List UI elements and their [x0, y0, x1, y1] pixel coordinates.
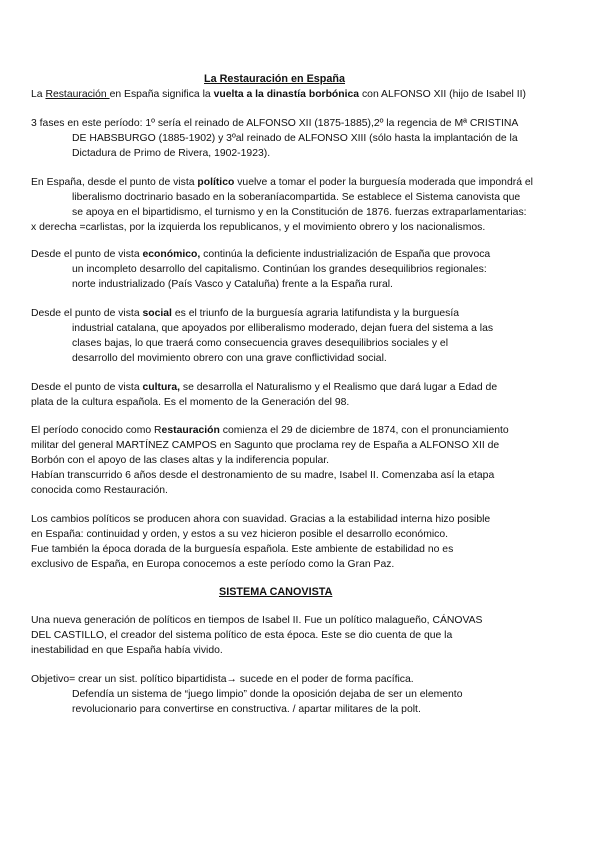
- politico-bold: político: [197, 177, 235, 188]
- intro-end: con ALFONSO XII (hijo de Isabel II): [359, 89, 526, 100]
- periodo-line-3: Borbón con el apoyo de las clases altas y la indiferencia popular.: [31, 455, 330, 466]
- fases-line-3: Dictadura de Primo de Rivera, 1902-1923).: [72, 148, 271, 159]
- objetivo-line-3: revolucionario para convertirse en constructiva. / apartar militares de la polt.: [72, 704, 421, 715]
- cultura-line-2: plata de la cultura española. Es el momento de la Generación del 98.: [31, 397, 350, 408]
- periodo-l1c: comienza el 29 de diciembre de 1874, con el pronunciamiento: [219, 425, 509, 436]
- economico-line-1: [31, 248, 490, 261]
- cambios-line-2: en España: continuidad y orden, y estos a su vez hicieron posible el desarrollo económico.: [31, 529, 449, 540]
- generacion-line-2: DEL CASTILLO, el creador del sistema político de esta época. Este se dio cuenta de que la: [31, 630, 453, 641]
- social-line-4: desarrollo del movimiento obrero con una grave conflictividad social.: [72, 353, 387, 364]
- generacion-line-3: inestabilidad en que España había vivido.: [31, 645, 223, 656]
- politico-l1c: vuelve a tomar el poder la burguesía moderada que impondrá el: [234, 177, 533, 188]
- generacion-line-1: Una nueva generación de políticos en tiempos de Isabel II. Fue un político malagueño, CÁNOVAS: [31, 615, 483, 626]
- cambios-line-4: exclusivo de España, en Europa conocemos a este período como la Gran Paz.: [31, 559, 395, 570]
- economico-l1c: continúa la deficiente industrialización de España que provoca: [200, 249, 491, 260]
- periodo-l1a: El período conocido como R: [31, 425, 162, 436]
- cultura-bold: cultura,: [142, 382, 181, 393]
- objetivo-line-2: Defendía un sistema de “juego limpio” donde la oposición dejaba de ser un elemento: [72, 689, 463, 700]
- politico-line-3: se apoya en el bipartidismo, el turnismo y en la Constitución de 1876. fuerzas extraparlamentarias:: [72, 207, 527, 218]
- social-line-2: industrial catalana, que apoyados por elliberalismo moderado, dejan fuera del sistema a las: [72, 323, 494, 334]
- social-line-1: [31, 307, 459, 320]
- economico-line-3: norte industrializado (País Vasco y Cataluña) frente a la España rural.: [72, 279, 393, 290]
- objetivo-line-1: Objetivo= crear un sist. político bipartidista→ sucede en el poder de forma pacífica.: [31, 674, 414, 685]
- periodo-line-2: militar del general MARTÍNEZ CAMPOS en Sagunto que proclama rey de España a ALFONSO XII de: [31, 440, 500, 451]
- periodo-bold: estauración: [161, 425, 220, 436]
- intro-mid: en España significa la: [109, 89, 214, 100]
- intro-bold: vuelta a la dinastía borbónica: [213, 89, 360, 100]
- intro-line: [31, 88, 526, 101]
- intro-la: La: [31, 89, 46, 100]
- social-l1a: Desde el punto de vista: [31, 308, 143, 319]
- cambios-line-1: Los cambios políticos se producen ahora con suavidad. Gracias a la estabilidad interna hizo posible: [31, 514, 491, 525]
- politico-line-4: x derecha =carlistas, por la izquierda los republicanos, y el movimiento obrero y los nacionalismos.: [31, 222, 486, 233]
- social-bold: social: [142, 308, 172, 319]
- politico-line-1: [31, 176, 533, 189]
- periodo-line-5: conocida como Restauración.: [31, 485, 168, 496]
- politico-line-2: liberalismo doctrinario basado en la soberaníacompartida. Se establece el Sistema canovista que: [72, 192, 521, 203]
- social-l1c: es el triunfo de la burguesía agraria latifundista y la burguesía: [171, 308, 460, 319]
- economico-line-2: un incompleto desarrollo del capitalismo. Continúan los grandes desequilibrios regionales:: [72, 264, 487, 275]
- cultura-line-1: [31, 381, 497, 394]
- cultura-l1c: se desarrolla el Naturalismo y el Realismo que dará lugar a Edad de: [180, 382, 498, 393]
- social-line-3: clases bajas, lo que traerá como consecuencia graves desequilibrios sociales y el: [72, 338, 448, 349]
- politico-l1a: En España, desde el punto de vista: [31, 177, 198, 188]
- cambios-line-3: Fue también la época dorada de la burguesía española. Este ambiente de estabilidad no es: [31, 544, 454, 555]
- fases-line-1: 3 fases en este período: 1º sería el reinado de ALFONSO XII (1875-1885),2º la regencia de Mª CRISTINA: [31, 118, 519, 129]
- periodo-line-4: Habían transcurrido 6 años desde el destronamiento de su madre, Isabel II. Comenzaba así la etapa: [31, 470, 495, 481]
- cultura-l1a: Desde el punto de vista: [31, 382, 143, 393]
- economico-bold: económico,: [142, 249, 201, 260]
- intro-restauracion-underlined: Restauración: [45, 89, 110, 100]
- fases-line-2: DE HABSBURGO (1885-1902) y 3ºal reinado de ALFONSO XIII (sólo hasta la implantación de la: [72, 133, 518, 144]
- periodo-line-1: [31, 424, 509, 437]
- section-subtitle: SISTEMA CANOVISTA: [219, 586, 333, 598]
- economico-l1a: Desde el punto de vista: [31, 249, 143, 260]
- document-title: La Restauración en España: [204, 73, 346, 85]
